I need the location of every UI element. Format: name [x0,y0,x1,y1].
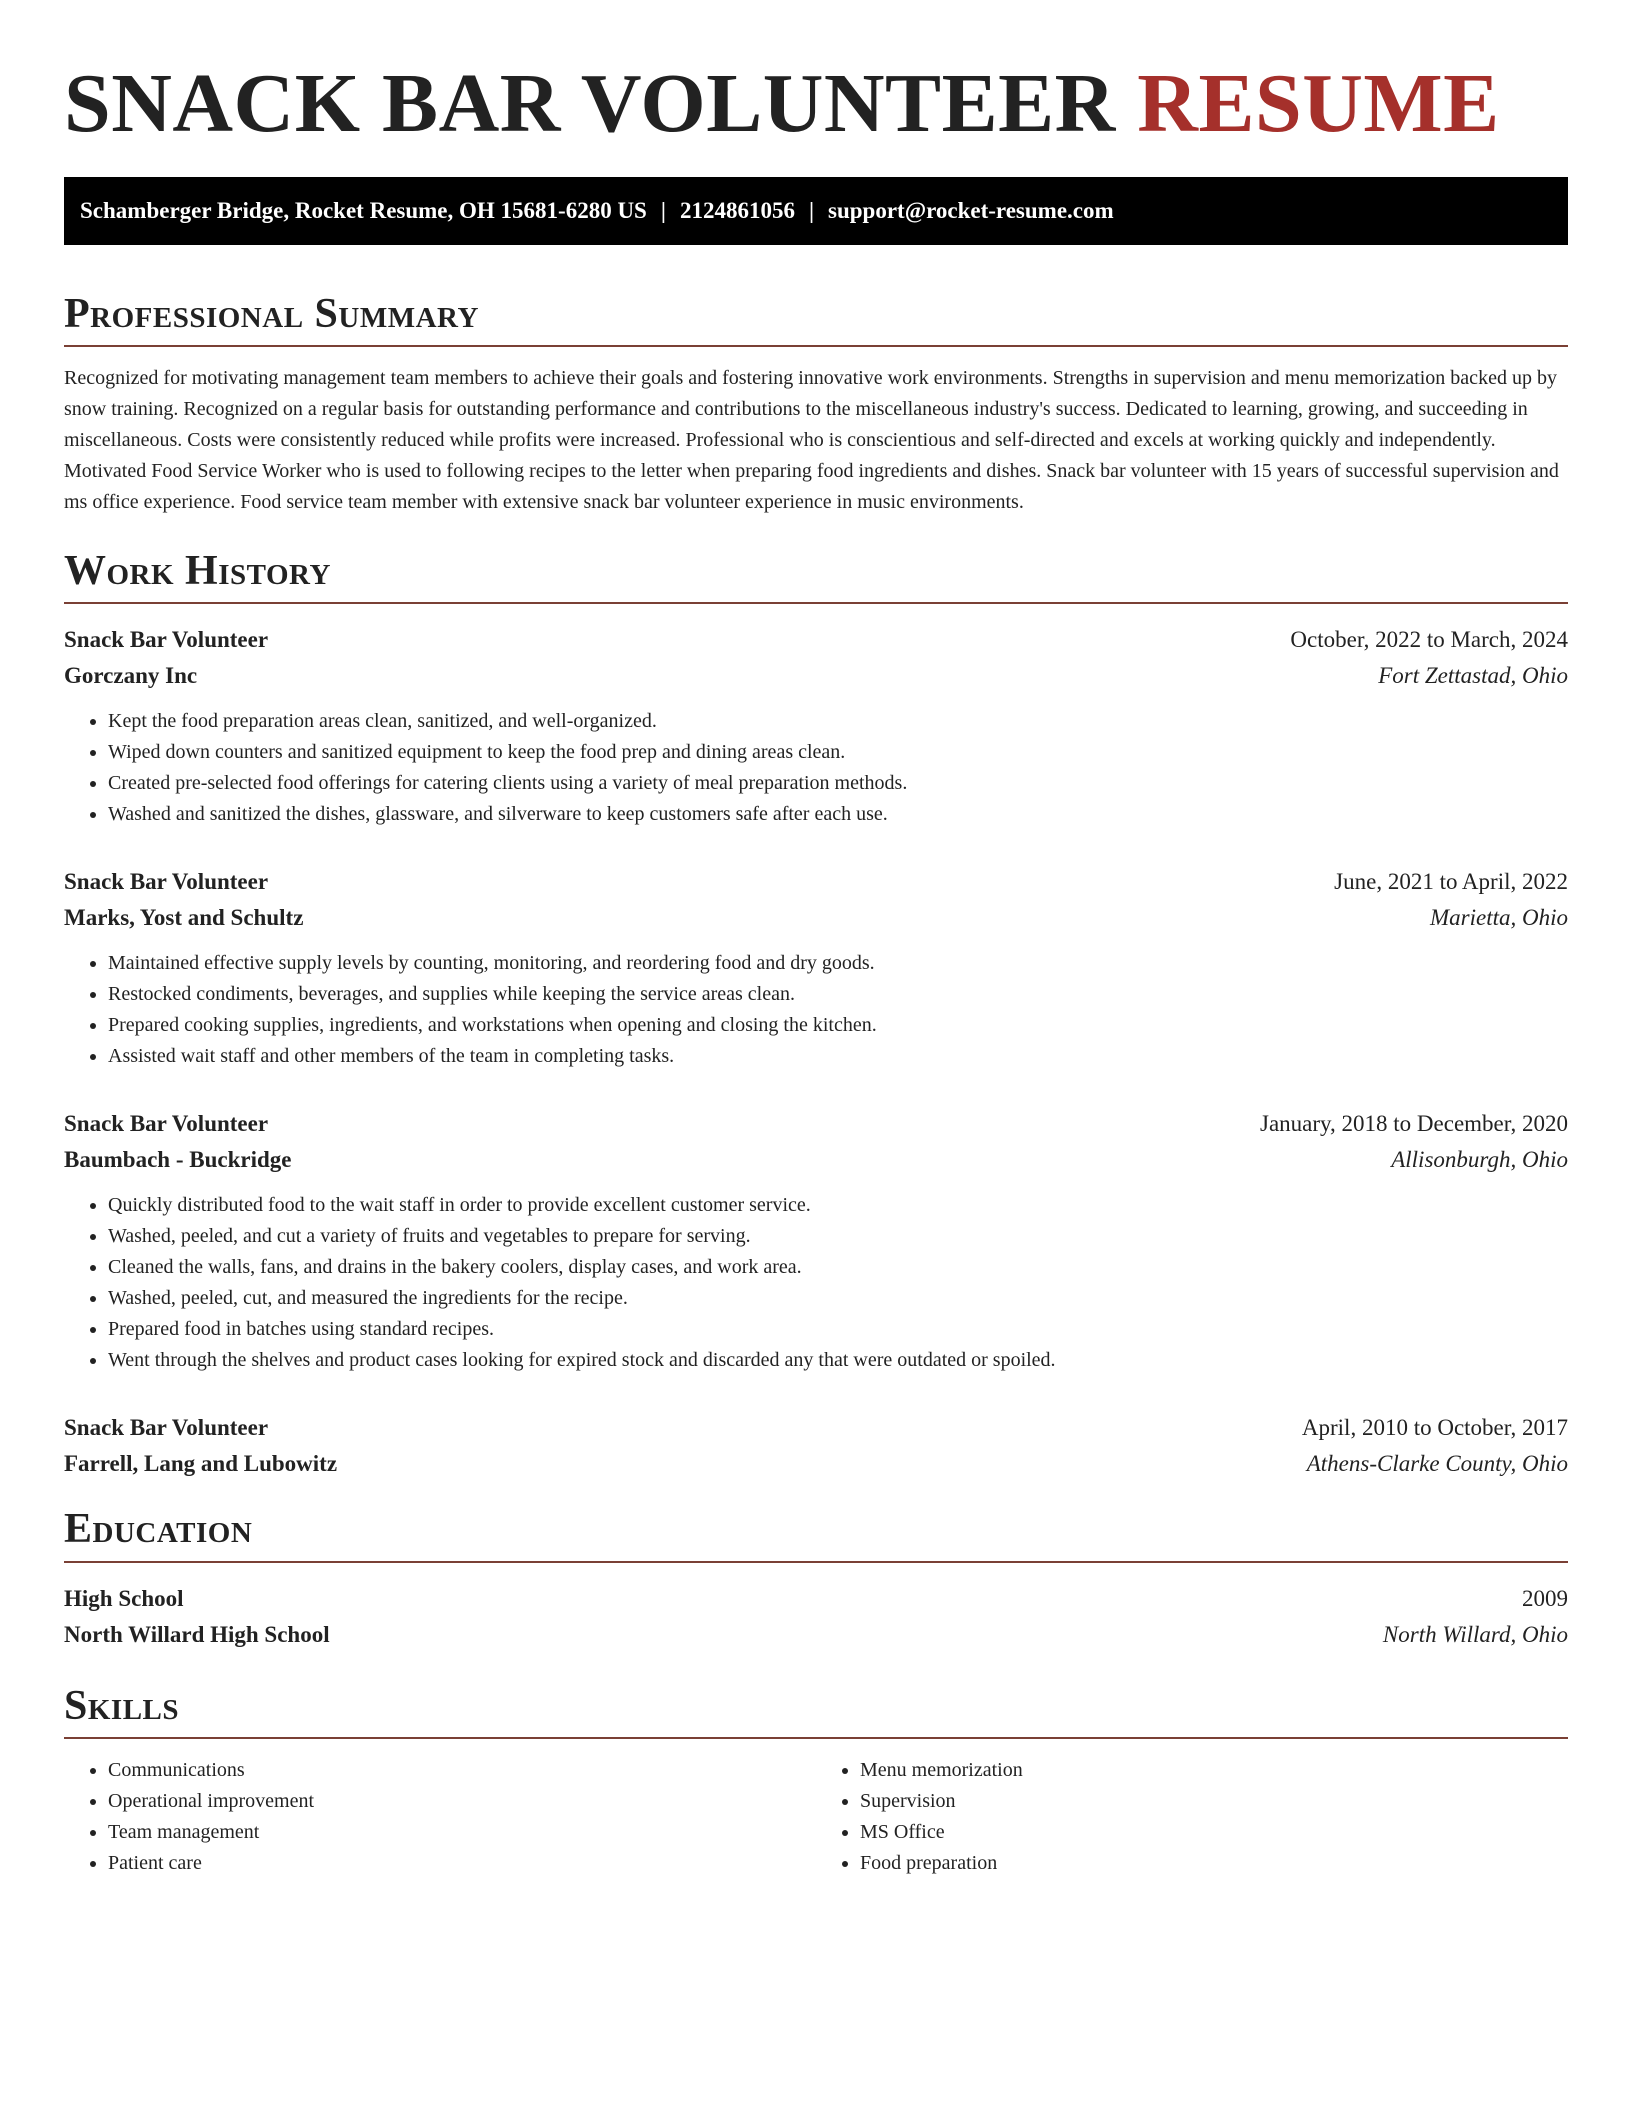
job-title: Snack Bar Volunteer [64,1415,269,1441]
job-entry [64,1410,1568,1482]
job-company-row [64,1142,1568,1178]
job-company: Baumbach - Buckridge [64,1147,292,1173]
job-company-row [64,658,1568,694]
job-entry [64,1106,1568,1376]
job-bullet: • Washed, peeled, and cut a variety of fruits and vegetables to prepare for serving. [108,1221,1568,1252]
skill-item: • Food preparation [860,1848,1568,1879]
contact-bar [64,177,1568,245]
job-entry [64,622,1568,830]
job-title: Snack Bar Volunteer [64,869,269,895]
skill-item: • Communications [108,1755,816,1786]
job-dates: April, 2010 to October, 2017 [1301,1415,1568,1441]
education-degree-row [64,1581,1568,1617]
contact-separator: | [660,197,666,223]
job-bullets [64,706,1568,830]
job-bullet: • Maintained effective supply levels by counting, monitoring, and reordering food and dry goods. [108,948,1568,979]
education-school-row [64,1617,1568,1653]
job-bullet: • Wiped down counters and sanitized equipment to keep the food prep and dining areas clean. [108,737,1568,768]
skills-grid [64,1755,1568,1879]
work-history-section [64,546,1568,1482]
skills-list-left [64,1755,816,1879]
section-heading-work: Work History [64,546,1568,604]
job-bullet: • Washed and sanitized the dishes, glassware, and silverware to keep customers safe after each use. [108,799,1568,830]
job-location: Marietta, Ohio [1430,905,1568,931]
job-title-row [64,622,1568,658]
job-title-row [64,1106,1568,1142]
job-bullet: • Quickly distributed food to the wait staff in order to provide excellent customer service. [108,1190,1568,1221]
skills-section [64,1681,1568,1879]
job-bullet: • Restocked condiments, beverages, and supplies while keeping the service areas clean. [108,979,1568,1010]
contact-phone: 2124861056 [679,197,795,223]
job-title: Snack Bar Volunteer [64,627,269,653]
job-bullet: • Prepared food in batches using standard recipes. [108,1314,1568,1345]
job-company: Marks, Yost and Schultz [64,905,304,931]
skill-item: • Menu memorization [860,1755,1568,1786]
skill-item: • Operational improvement [108,1786,816,1817]
skills-list-right [816,1755,1568,1879]
professional-summary-section [64,289,1568,518]
job-bullet: • Cleaned the walls, fans, and drains in the bakery coolers, display cases, and work area. [108,1252,1568,1283]
summary-text: Recognized for motivating management team members to achieve their goals and fostering innovative work environments. Strengths in supervision and menu memorization backed up by snow training. Recognized on a regular basis for outstanding performance and contributions to the miscellaneous industry's success. Dedicated to learning, growing, and succeeding in miscellaneous. Costs were consistently reduced while profits were increased. Professional who is conscientious and self-directed and excels at working quickly and independently. Motivated Food Service Worker who is used to following recipes to the letter when preparing food ingredients and dishes. Snack bar volunteer with 15 years of successful supervision and ms office experience. Food service team member with extensive snack bar volunteer experience in music environments. [64,366,1559,513]
contact-address: Schamberger Bridge, Rocket Resume, OH 15681-6280 US [80,197,647,223]
job-bullet: • Created pre-selected food offerings for catering clients using a variety of meal preparation methods. [108,768,1568,799]
job-bullet: • Prepared cooking supplies, ingredients, and workstations when opening and closing the kitchen. [108,1010,1568,1041]
job-company-row [64,900,1568,936]
skill-item: • Patient care [108,1848,816,1879]
job-title-row [64,1410,1568,1446]
job-company: Gorczany Inc [64,663,198,689]
section-heading-skills: Skills [64,1681,1568,1739]
title-main: SNACK BAR VOLUNTEER [64,57,1116,150]
job-location: Athens-Clarke County, Ohio [1306,1451,1568,1477]
skill-item: • Team management [108,1817,816,1848]
section-heading-education: Education [64,1504,1568,1562]
contact-email: support@rocket-resume.com [828,197,1114,223]
section-heading-summary: Professional Summary [64,289,1568,347]
job-title: Snack Bar Volunteer [64,1111,269,1137]
job-location: Fort Zettastad, Ohio [1378,663,1568,689]
job-location: Allisonburgh, Ohio [1391,1147,1568,1173]
job-bullets [64,1190,1568,1376]
job-dates: October, 2022 to March, 2024 [1290,627,1568,653]
education-year: 2009 [1522,1585,1568,1611]
job-company: Farrell, Lang and Lubowitz [64,1451,338,1477]
title-accent: RESUME [1137,57,1500,150]
job-bullet: • Went through the shelves and product cases looking for expired stock and discarded any that were outdated or spoiled. [108,1345,1568,1376]
education-school: North Willard High School [64,1621,330,1647]
education-location: North Willard, Ohio [1382,1621,1568,1647]
job-bullet: • Washed, peeled, cut, and measured the ingredients for the recipe. [108,1283,1568,1314]
education-entry [64,1581,1568,1653]
job-bullet: • Assisted wait staff and other members of the team in completing tasks. [108,1041,1568,1072]
job-dates: June, 2021 to April, 2022 [1334,869,1568,895]
job-title-row [64,864,1568,900]
job-company-row [64,1446,1568,1482]
job-entry [64,864,1568,1072]
education-section [64,1504,1568,1652]
job-bullets [64,948,1568,1072]
job-dates: January, 2018 to December, 2020 [1260,1111,1568,1137]
contact-separator: | [808,197,815,223]
education-degree: High School [64,1585,184,1611]
skill-item: • Supervision [860,1786,1568,1817]
skill-item: • MS Office [860,1817,1568,1848]
job-bullet: • Kept the food preparation areas clean, sanitized, and well-organized. [108,706,1568,737]
resume-title [64,56,1568,153]
